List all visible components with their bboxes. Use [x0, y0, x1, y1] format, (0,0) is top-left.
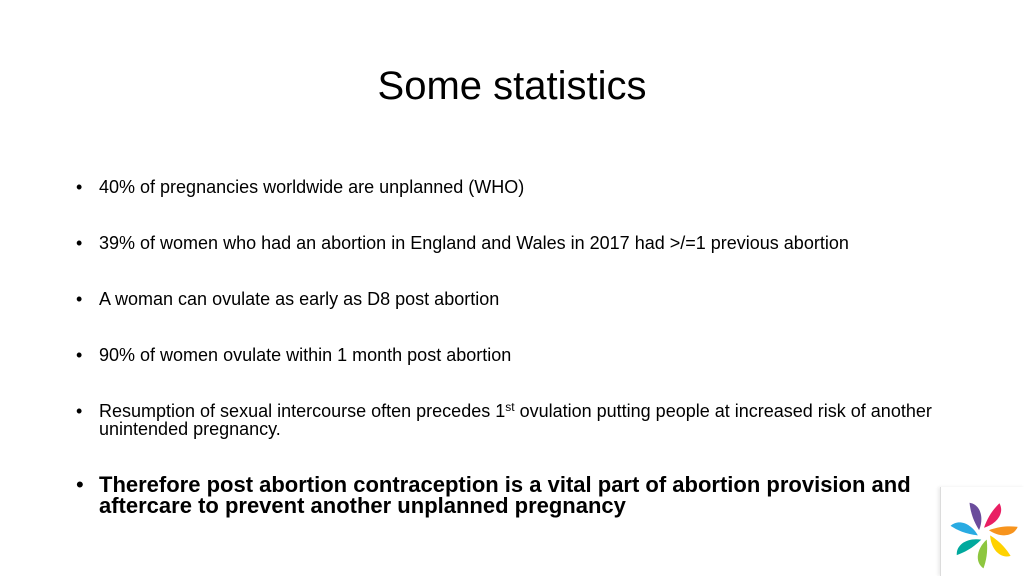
logo-panel: [940, 487, 1024, 576]
logo-petal: [984, 503, 1001, 528]
bullet-item: [76, 346, 956, 364]
bullet-item: [76, 402, 956, 438]
bullet-text: Therefore post abortion contraception is a vital part of abortion provision and aftercare to prevent another unplanned pregnancy: [99, 472, 911, 518]
bullet-list: [76, 178, 956, 554]
logo-petal: [950, 519, 978, 541]
bullet-glyph: •: [76, 472, 84, 497]
bullet-text: 39% of women who had an abortion in England and Wales in 2017 had >/=1 previous abortion: [99, 233, 849, 253]
bullet-text: 40% of pregnancies worldwide are unplanned (WHO): [99, 177, 525, 197]
bullet-item: [76, 290, 956, 308]
bullet-text: 90% of women ovulate within 1 month post abortion: [99, 345, 512, 365]
bullet-glyph: •: [76, 401, 83, 421]
slide-title: Some statistics: [377, 64, 647, 108]
bullet-item: [76, 178, 956, 196]
bullet-glyph: •: [76, 177, 83, 197]
bullet-text: [99, 401, 932, 439]
bullet-glyph: •: [76, 289, 83, 309]
logo-petal: [986, 535, 1014, 557]
bullet-text-part: ovulation putting people at increased risk of another unintended pregnancy.: [99, 401, 932, 439]
bullet-text-part: Resumption of sexual intercourse often precedes 1: [99, 401, 506, 421]
bullet-item: [76, 234, 956, 252]
pinwheel-logo-icon: [949, 499, 1019, 569]
bullet-glyph: •: [76, 345, 83, 365]
bullet-item-emphasis: [76, 474, 956, 516]
bullet-glyph: •: [76, 233, 83, 253]
bullet-text: A woman can ovulate as early as D8 post abortion: [99, 289, 500, 309]
logo-petal: [955, 532, 981, 562]
superscript: st: [505, 400, 515, 414]
